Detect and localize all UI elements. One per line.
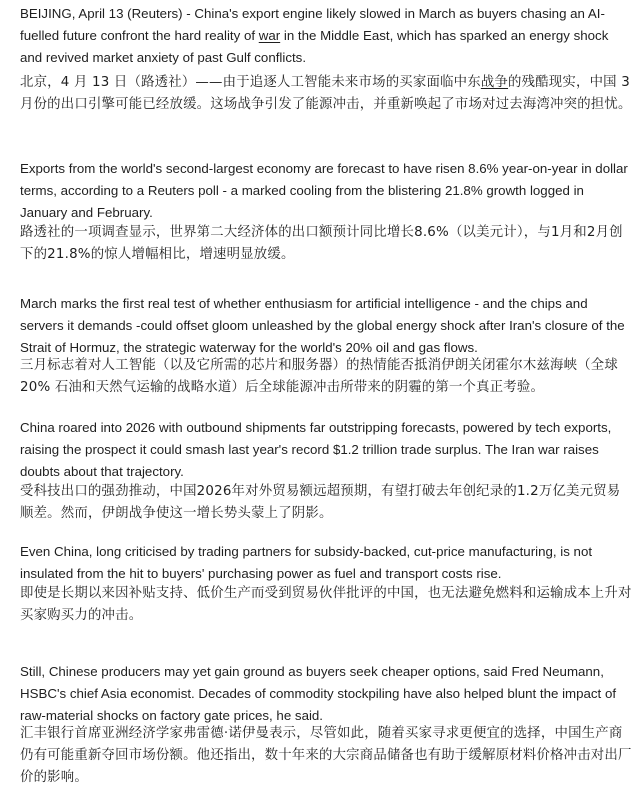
paragraph-5-english: Even China, long criticised by trading partners for subsidy-backed, cut-price manufacturing, is not insulated from the hit to buyers' purchasing power as fuel and transport costs rise. [20, 544, 593, 581]
paragraph-4-english: China roared into 2026 with outbound shipments far outstripping forecasts, powered by tech exports, raising the prospect it could smash last year's record $1.2 trillion trade surplus. The Iran war raises doubts about that trajectory. [20, 420, 612, 479]
paragraph-1-chinese [20, 72, 632, 116]
paragraph-1-english-text-end: in the Middle East, which has sparked an energy shock and revived market anxiety of past Gulf conflicts. [20, 28, 609, 65]
war-link[interactable]: war [258, 28, 281, 43]
paragraph-2-english: Exports from the world's second-largest economy are forecast to have risen 8.6% year-on-year in dollar terms, according to a Reuters poll - a marked cooling from the blistering 21.8% growth logged in January and February. [20, 161, 628, 220]
war-link-chinese[interactable]: 战争 [480, 75, 509, 90]
paragraph-1-english [20, 3, 632, 69]
paragraph-1-chinese-text-start: 北京，4 月 13 日（路透社）——由于追逐人工智能未来市场的买家面临中东 [20, 75, 481, 90]
paragraph-4-chinese: 受科技出口的强劲推动，中国2026年对外贸易额远超预期，有望打破去年创纪录的1.2万亿美元贸易顺差。然而，伊朗战争使这一增长势头蒙上了阴影。 [20, 484, 621, 521]
paragraph-3-chinese: 三月标志着对人工智能（以及它所需的芯片和服务器）的热情能否抵消伊朗关闭霍尔木兹海峡（全球 20% 石油和天然气运输的战略水道）后全球能源冲击所带来的阴霾的第一个真正考验。 [20, 358, 618, 395]
paragraph-5-chinese: 即使是长期以来因补贴支持、低价生产而受到贸易伙伴批评的中国，也无法避免燃料和运输成本上升对买家购买力的冲击。 [20, 586, 632, 623]
paragraph-3-english: March marks the first real test of whether enthusiasm for artificial intelligence - and the chips and servers it demands -could offset gloom unleashed by the global energy shock after Iran's closure of the Strait of Hormuz, the strategic waterway for the world's 20% oil and gas flows. [20, 296, 625, 355]
paragraph-6-chinese: 汇丰银行首席亚洲经济学家弗雷德·诺伊曼表示，尽管如此，随着买家寻求更便宜的选择，中国生产商仍有可能重新夺回市场份额。他还指出，数十年来的大宗商品储备也有助于缓解原材料价格冲击对出厂价的影响。 [20, 726, 632, 785]
paragraph-1-english-text-start: BEIJING, April 13 (Reuters) - China's export engine likely slowed in March as buyers chasing an AI-fuelled future confront the hard reality of [20, 6, 605, 43]
paragraph-2-chinese: 路透社的一项调查显示，世界第二大经济体的出口额预计同比增长8.6%（以美元计），与1月和2月创下的21.8%的惊人增幅相比，增速明显放缓。 [20, 225, 623, 262]
paragraph-6-english: Still, Chinese producers may yet gain ground as buyers seek cheaper options, said Fred Neumann, HSBC's chief Asia economist. Decades of commodity stockpiling have also helped blunt the impact of raw-material shocks on factory gate prices, he said. [20, 664, 617, 723]
paragraph-1-chinese-text-end: 的残酷现实，中国 3 月份的出口引擎可能已经放缓。这场战争引发了能源冲击，并重新唤起了市场对过去海湾冲突的担忧。 [20, 75, 632, 112]
